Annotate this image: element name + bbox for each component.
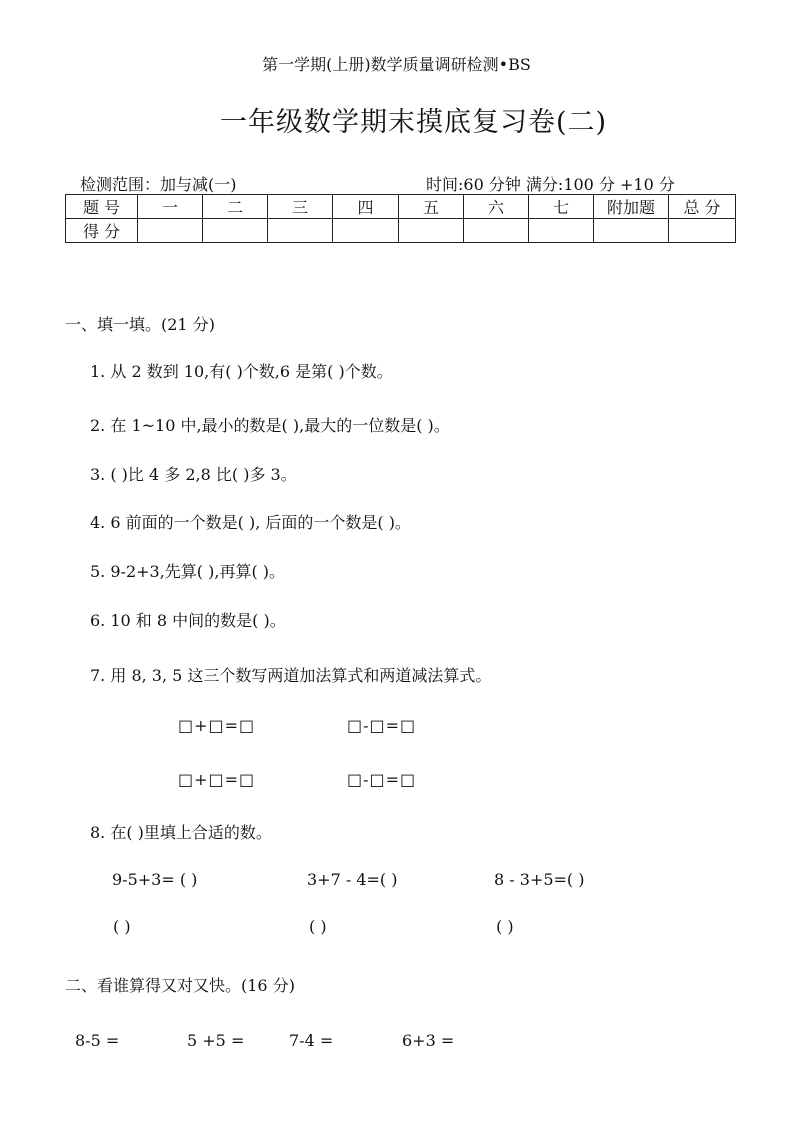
question-8: 8. 在( )里填上合适的数。 [90, 823, 272, 842]
section2-heading: 二、看谁算得又对又快。(16 分) [65, 976, 295, 995]
score-cell[interactable] [669, 219, 736, 243]
header-cell: 附加题 [594, 195, 669, 219]
score-row-label: 得 分 [66, 219, 138, 243]
page-title: 一年级数学期末摸底复习卷(二) [220, 107, 608, 138]
q8-expression-2: 3+7 - 4=( ) [307, 870, 398, 889]
question-2: 2. 在 1~10 中,最小的数是( ),最大的一位数是( )。 [90, 416, 450, 435]
score-cell[interactable] [333, 219, 399, 243]
header-cell: 一 [138, 195, 203, 219]
score-cell[interactable] [399, 219, 464, 243]
score-table [65, 194, 736, 243]
calc-item-3: 7-4 = [289, 1031, 334, 1050]
score-cell[interactable] [268, 219, 333, 243]
header-cell: 总 分 [669, 195, 736, 219]
score-cell[interactable] [464, 219, 529, 243]
score-cell[interactable] [529, 219, 594, 243]
calc-item-4: 6+3 = [402, 1031, 455, 1050]
time-and-score-info: 时间:60 分钟 满分:100 分 +10 分 [426, 175, 675, 194]
question-7: 7. 用 8, 3, 5 这三个数写两道加法算式和两道减法算式。 [90, 666, 492, 685]
test-scope: 检测范围：加与减(一) [80, 175, 237, 194]
header-cell: 三 [268, 195, 333, 219]
header-cell: 五 [399, 195, 464, 219]
calc-item-1: 8-5 = [75, 1031, 120, 1050]
question-1: 1. 从 2 数到 10,有( )个数,6 是第( )个数。 [90, 362, 393, 381]
header-cell: 题 号 [66, 195, 138, 219]
header-cell: 四 [333, 195, 399, 219]
q7-addition-box-1: □+□=□ [178, 716, 256, 735]
question-5: 5. 9-2+3,先算( ),再算( )。 [90, 562, 286, 581]
header-cell: 二 [203, 195, 268, 219]
calc-item-2: 5 +5 = [187, 1031, 245, 1050]
score-cell[interactable] [203, 219, 268, 243]
question-3: 3. ( )比 4 多 2,8 比( )多 3。 [90, 465, 297, 484]
q8-sub-blank-3: ( ) [496, 917, 514, 936]
q8-expression-1: 9-5+3= ( ) [112, 870, 198, 889]
header-cell: 七 [529, 195, 594, 219]
question-6: 6. 10 和 8 中间的数是( )。 [90, 611, 286, 630]
section1-heading: 一、填一填。(21 分) [65, 315, 215, 334]
header-cell: 六 [464, 195, 529, 219]
q7-subtraction-box-1: □-□=□ [347, 716, 417, 735]
exam-subtitle: 第一学期(上册)数学质量调研检测•BS [262, 55, 531, 74]
score-cell[interactable] [138, 219, 203, 243]
q8-sub-blank-1: ( ) [113, 917, 131, 936]
score-table-header-row [66, 195, 736, 219]
q7-addition-box-2: □+□=□ [178, 770, 256, 789]
score-table-score-row [66, 219, 736, 243]
q8-expression-3: 8 - 3+5=( ) [494, 870, 585, 889]
q8-sub-blank-2: ( ) [309, 917, 327, 936]
q7-subtraction-box-2: □-□=□ [347, 770, 417, 789]
question-4: 4. 6 前面的一个数是( ), 后面的一个数是( )。 [90, 513, 411, 532]
score-cell[interactable] [594, 219, 669, 243]
